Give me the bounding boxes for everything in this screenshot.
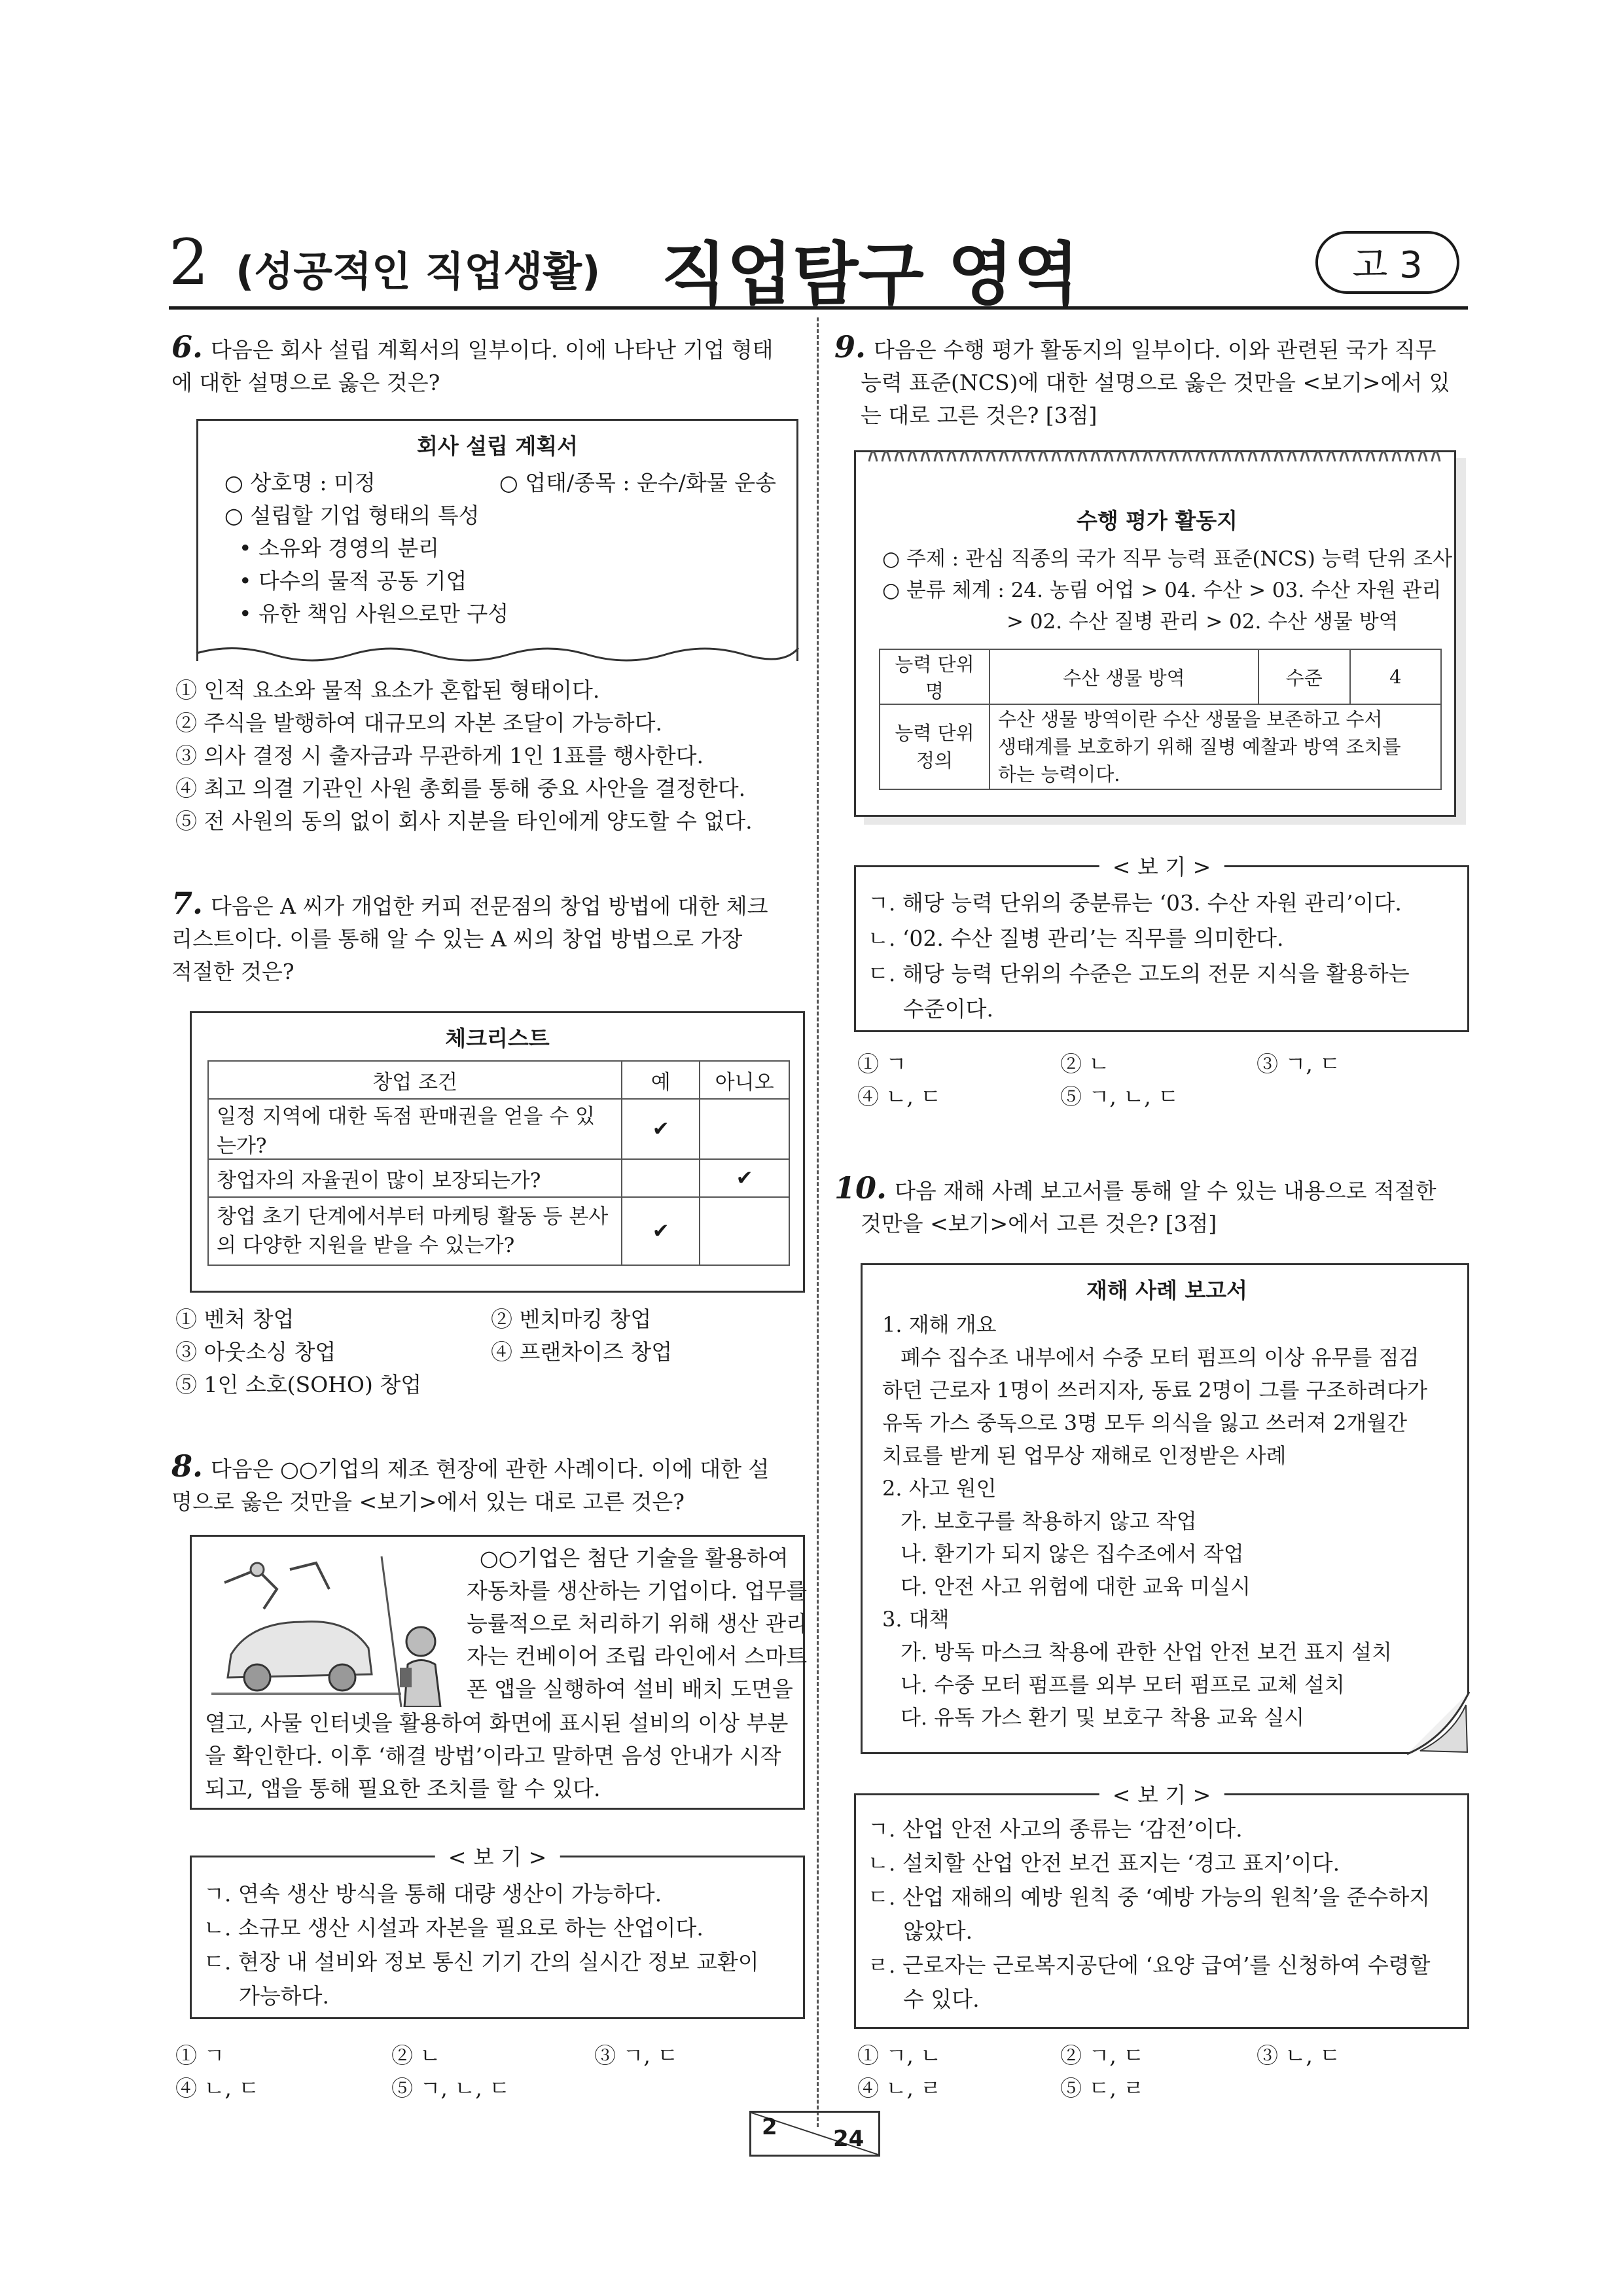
q7-th-condition: 창업 조건 [208,1061,622,1099]
q6-box-bullet: • 다수의 물적 공동 기업 [239,568,467,594]
page-number: 2 [169,226,209,299]
question-10-number: 10. [834,1170,887,1206]
question-9-number: 9. [834,329,866,365]
q7-th-no: 아니오 [700,1061,789,1099]
q10-bogi-items [868,1812,1430,2017]
q6-box-line2: ○ 설립할 기업 형태의 특성 [224,503,480,528]
q6-box-wavy-edge [194,641,800,674]
q7-row3-line2: 의 다양한 지원을 받을 수 있는가? [217,1234,515,1257]
q6-box-line1b: ○ 업태/종목 : 운수/화물 운송 [499,470,776,495]
q7-choice-4[interactable]: ④ 프랜차이즈 창업 [491,1339,673,1365]
q6-choice-3[interactable]: ③ 의사 결정 시 출자금과 무관하게 1인 1표를 행사한다. [175,743,704,768]
q8-choices [175,2039,804,2111]
q8-box-line: 능률적으로 처리하기 위해 생산 관리 [467,1611,808,1636]
q7-row2-no: ✔ [700,1159,789,1197]
q7-row2-yes [622,1159,700,1197]
q7-choice-2[interactable]: ② 벤치마킹 창업 [491,1306,652,1332]
q9-stem-line3: 는 대로 고른 것은? [3점] [861,403,1097,428]
q10-box-line: 폐수 집수조 내부에서 수중 모터 펌프의 이상 유무를 점검 [901,1345,1419,1370]
q8-box-text-full [205,1707,788,1805]
q8-bogi-box [190,1844,805,2019]
q9-choice-1[interactable]: ① ㄱ [857,1051,907,1077]
q9-bogi-item: 수준이다. [903,996,994,1022]
q7-row1-no [700,1099,789,1159]
question-6-number: 6. [171,329,204,365]
q9-th-unit-def-line2: 정의 [916,749,953,772]
q7-row1-condition: 일정 지역에 대한 독점 판매권을 얻을 수 있는가? [208,1099,622,1159]
q8-choice-1[interactable]: ① ㄱ [175,2043,225,2068]
q10-stem-line2: 것만을 <보기>에서 고른 것은? [3점] [861,1211,1217,1236]
q6-stem-line2: 에 대한 설명으로 옳은 것은? [171,370,440,395]
q8-choice-3[interactable]: ③ ㄱ, ㄷ [594,2043,679,2068]
page-curl-icon [1407,1692,1471,1756]
q7-row1-yes: ✔ [622,1099,700,1159]
q6-choice-1[interactable]: ① 인적 요소와 물적 요소가 혼합된 형태이다. [175,677,600,703]
q6-choice-5[interactable]: ⑤ 전 사원의 동의 없이 회사 지분을 타인에게 양도할 수 없다. [175,808,753,834]
q10-bogi-item: ㄴ. 설치할 산업 안전 보건 표지는 ‘경고 표지’이다. [868,1850,1340,1876]
q10-box-title: 재해 사례 보고서 [1086,1278,1248,1303]
q10-box-line: 나. 환기가 되지 않은 집수조에서 작업 [901,1541,1244,1566]
q9-stem-line2: 능력 표준(NCS)에 대한 설명으로 옳은 것만을 <보기>에서 있 [861,370,1450,395]
q9-box-line3: > 02. 수산 질병 관리 > 02. 수산 생물 방역 [1007,610,1399,634]
q8-box-line: 되고, 앱을 통해 필요한 조치를 할 수 있다. [205,1776,601,1801]
q9-bogi-label: < 보 기 > [1099,850,1224,881]
q7-checklist-table [207,1060,790,1266]
q7-checklist-box [190,1011,805,1293]
q8-stem-line1: 다음은 ○○기업의 제조 현장에 관한 사례이다. 이에 대한 설 [211,1456,770,1482]
q8-bogi-label: < 보 기 > [435,1840,560,1871]
q10-bogi-item: 수 있다. [903,1986,980,2012]
q10-bogi-item: 않았다. [903,1918,973,1944]
q8-bogi-item: ㄱ. 연속 생산 방식을 통해 대량 생산이 가능하다. [204,1881,662,1907]
q7-th-yes: 예 [622,1061,700,1099]
q6-box-title: 회사 설립 계획서 [416,433,579,459]
q9-level-value: 4 [1350,649,1441,704]
grade-label: 고 3 [1352,244,1423,287]
q9-unit-name-value: 수산 생물 방역 [990,649,1258,704]
q10-bogi-box [854,1782,1469,2029]
q9-th-level: 수준 [1258,649,1350,704]
subject-subtitle: (성공적인 직업생활) [236,247,601,295]
q9-stem-line1: 다음은 수행 평가 활동지의 일부이다. 이와 관련된 국가 직무 [874,337,1436,363]
q9-bogi-item: ㄷ. 해당 능력 단위의 수준은 고도의 전문 지식을 활용하는 [868,961,1410,986]
q8-box-line: 을 확인한다. 이후 ‘해결 방법’이라고 말하면 음성 안내가 시작 [205,1743,781,1768]
page-title: 직업탐구 영역 [661,234,1079,314]
q8-box-text-right [467,1542,807,1706]
q10-bogi-item: ㄷ. 산업 재해의 예방 원칙 중 ‘예방 가능의 원칙’을 준수하지 [868,1884,1431,1910]
question-8-stem [171,1450,800,1518]
q9-ncs-table [879,649,1442,790]
q10-choices [857,2039,1472,2111]
q7-choice-1[interactable]: ① 벤처 창업 [175,1306,294,1332]
q10-box-line: 가. 보호구를 착용하지 않고 작업 [901,1509,1197,1534]
question-7-number: 7. [171,886,204,921]
q9-th-unit-def-line1: 능력 단위 [895,722,974,744]
q9-choice-5[interactable]: ⑤ ㄱ, ㄴ, ㄷ [1060,1084,1179,1109]
q10-choice-4[interactable]: ④ ㄴ, ㄹ [857,2075,942,2101]
q6-stem-line1: 다음은 회사 설립 계획서의 일부이다. 이에 나타난 기업 형태 [211,337,774,363]
q10-box-line: 나. 수중 모터 펌프를 외부 모터 펌프로 교체 설치 [901,1672,1345,1697]
q8-box-line: 자동차를 생산하는 기업이다. 업무를 [467,1578,808,1604]
q9-def-line: 하는 능력이다. [997,763,1120,785]
q7-box-title: 체크리스트 [445,1026,550,1051]
q8-case-box [190,1535,808,1810]
q6-choice-2[interactable]: ② 주식을 발행하여 대규모의 자본 조달이 가능하다. [175,710,662,736]
q9-th-unit-name: 능력 단위명 [880,649,990,704]
q7-choice-3[interactable]: ③ 아웃소싱 창업 [175,1339,336,1365]
column-divider [817,317,819,2127]
header-rule [169,306,1468,310]
q10-box-lines [882,1308,1427,1734]
q9-box-title: 수행 평가 활동지 [1076,508,1238,533]
q7-stem-line2: 리스트이다. 이를 통해 알 수 있는 A 씨의 창업 방법으로 가장 [171,926,743,952]
q10-box-line: 1. 재해 개요 [882,1312,997,1337]
q7-stem-line1: 다음은 A 씨가 개업한 커피 전문점의 창업 방법에 대한 체크 [211,893,768,919]
q9-def-line: 수산 생물 방역이란 수산 생물을 보존하고 수서 [997,708,1383,730]
q8-box-line: 자는 컨베이어 조립 라인에서 스마트 [467,1643,808,1669]
q7-choice-5[interactable]: ⑤ 1인 소호(SOHO) 창업 [175,1372,422,1397]
q10-report-box [861,1263,1469,1754]
spiral-binding-icon [863,439,1452,468]
q9-th-unit-def [880,704,990,789]
q10-box-line: 유독 가스 중독으로 3명 모두 의식을 잃고 쓰러져 2개월간 [882,1410,1408,1435]
q10-box-line: 다. 유독 가스 환기 및 보호구 착용 교육 실시 [901,1705,1305,1730]
q10-box-line: 3. 대책 [882,1607,950,1632]
q10-bogi-item: ㄱ. 산업 안전 사고의 종류는 ‘감전’이다. [868,1816,1243,1842]
q9-activity-sheet [854,450,1456,817]
q8-choice-4[interactable]: ④ ㄴ, ㄷ [175,2075,260,2101]
q8-bogi-items [204,1877,759,2013]
q8-box-line: 폰 앱을 실행하여 설비 배치 도면을 [467,1676,793,1702]
q6-choice-4[interactable]: ④ 최고 의결 기관인 사원 총회를 통해 중요 사안을 결정한다. [175,776,746,801]
q10-choice-1[interactable]: ① ㄱ, ㄴ [857,2043,942,2068]
question-6-stem [171,331,800,399]
q7-row3-yes: ✔ [622,1197,700,1265]
grade-badge [1315,231,1459,294]
q7-row3-condition [208,1197,622,1265]
page-counter [749,2111,880,2157]
q10-box-line: 2. 사고 원인 [882,1476,997,1501]
q6-box-line1a: ○ 상호명 : 미정 [224,470,376,495]
q6-box-bullet: • 소유와 경영의 분리 [239,535,439,561]
page-counter-current: 2 [762,2114,777,2140]
q9-def-line: 생태계를 보호하기 위해 질병 예찰과 방역 조치를 [997,736,1401,758]
q9-choice-3[interactable]: ③ ㄱ, ㄷ [1257,1051,1341,1077]
page-counter-total: 24 [833,2126,865,2152]
q7-row2-condition: 창업자의 자율권이 많이 보장되는가? [208,1159,622,1197]
q9-box-line1: ○ 주제 : 관심 직종의 국가 직무 능력 표준(NCS) 능력 단위 조사 [882,547,1453,571]
q10-choice-3[interactable]: ③ ㄴ, ㄷ [1257,2043,1341,2068]
q9-choice-4[interactable]: ④ ㄴ, ㄷ [857,1084,942,1109]
q7-row3-line1: 창업 초기 단계에서부터 마케팅 활동 등 본사 [217,1205,609,1229]
q9-choice-2[interactable]: ② ㄴ [1060,1051,1110,1077]
question-8-number: 8. [171,1448,204,1484]
q10-box-line: 하던 근로자 1명이 쓰러지자, 동료 2명이 그를 구조하려다가 [882,1378,1428,1403]
question-10-stem [834,1172,1469,1240]
q10-bogi-item: ㄹ. 근로자는 근로복지공단에 ‘요양 급여’를 신청하여 수령할 [868,1952,1431,1978]
q8-bogi-item: 가능하다. [239,1983,330,2009]
q9-bogi-box [854,854,1469,1032]
q6-plan-box [196,419,798,661]
q9-bogi-items [868,886,1410,1027]
q9-box-line2: ○ 분류 체계 : 24. 농림 어업 > 04. 수산 > 03. 수산 자원 관리 [882,579,1442,602]
q9-unit-def-value [990,704,1441,789]
q8-bogi-item: ㄷ. 현장 내 설비와 정보 통신 기기 간의 실시간 정보 교환이 [204,1949,759,1975]
q7-stem-line3: 적절한 것은? [171,959,294,984]
q10-bogi-label: < 보 기 > [1099,1778,1224,1809]
question-9-stem [834,331,1469,432]
q10-choice-5[interactable]: ⑤ ㄷ, ㄹ [1060,2075,1145,2101]
question-7-stem [171,887,800,988]
q8-box-line: ○○기업은 첨단 기술을 활용하여 [480,1545,789,1571]
q8-stem-line2: 명으로 옳은 것만을 <보기>에서 있는 대로 고른 것은? [171,1489,685,1515]
q7-row3-no [700,1197,789,1265]
q9-bogi-item: ㄴ. ‘02. 수산 질병 관리’는 직무를 의미한다. [868,925,1284,951]
q6-choices [175,674,753,838]
q8-bogi-item: ㄴ. 소규모 생산 시설과 자본을 필요로 하는 산업이다. [204,1915,704,1941]
q10-choice-2[interactable]: ② ㄱ, ㄷ [1060,2043,1145,2068]
factory-illustration [205,1543,454,1707]
q8-choice-5[interactable]: ⑤ ㄱ, ㄴ, ㄷ [391,2075,510,2101]
q10-box-line: 치료를 받게 된 업무상 재해로 인정받은 사례 [882,1443,1287,1468]
q9-bogi-item: ㄱ. 해당 능력 단위의 중분류는 ‘03. 수산 자원 관리’이다. [868,890,1402,916]
q10-box-line: 다. 안전 사고 위험에 대한 교육 미실시 [901,1574,1251,1599]
q8-box-line: 열고, 사물 인터넷을 활용하여 화면에 표시된 설비의 이상 부분 [205,1710,789,1736]
q9-choices [857,1047,1472,1119]
q10-box-line: 가. 방독 마스크 착용에 관한 산업 안전 보건 표지 설치 [901,1640,1392,1664]
q10-stem-line1: 다음 재해 사례 보고서를 통해 알 수 있는 내용으로 적절한 [895,1178,1436,1204]
q8-choice-2[interactable]: ② ㄴ [391,2043,441,2068]
q6-box-bullet: • 유한 책임 사원으로만 구성 [239,601,509,626]
